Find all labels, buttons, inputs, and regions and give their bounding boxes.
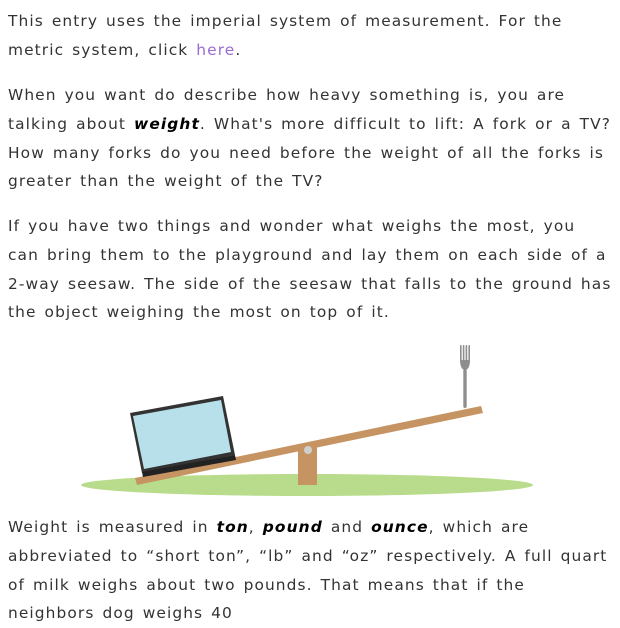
- metric-notice-end: .: [235, 40, 242, 59]
- weight-intro-rest: . What's more difficult to lift: A fork or a TV? How many forks do you need before the weight of all the forks is greater than the weight of the TV?: [8, 114, 612, 191]
- ton-term: ton: [216, 518, 249, 536]
- weight-intro-text: When you want do describe how heavy something is, you are talking about: [8, 86, 566, 133]
- seesaw-paragraph: If you have two things and wonder what weighs the most, you can bring them to the playground and lay them on each side of a 2-way seesaw. The side of the seesaw that falls to the ground has the object weighing the most on top of it.: [8, 217, 612, 322]
- units-paragraph: [8, 513, 612, 628]
- pound-term: pound: [262, 518, 323, 536]
- weight-term: weight: [134, 114, 200, 133]
- weight-intro-paragraph: [8, 81, 612, 196]
- fork-icon: [460, 345, 470, 408]
- units-text-2: ,: [248, 518, 263, 536]
- metric-link[interactable]: here: [196, 40, 236, 59]
- units-text-4: , which are abbreviated to “short ton”, “lb” and “oz” respectively. A full quart of milk weighs about two pounds. That means that if the neighbors dog weighs 40: [8, 518, 608, 623]
- metric-notice-text: This entry uses the imperial system of measurement. For the metric system, click: [8, 12, 563, 59]
- ounce-term: ounce: [371, 518, 429, 536]
- pivot-bolt: [304, 446, 312, 454]
- units-text-3: and: [322, 518, 372, 536]
- seesaw-illustration: [80, 340, 550, 500]
- metric-notice: [8, 7, 612, 65]
- units-text-1: Weight is measured in: [8, 518, 217, 536]
